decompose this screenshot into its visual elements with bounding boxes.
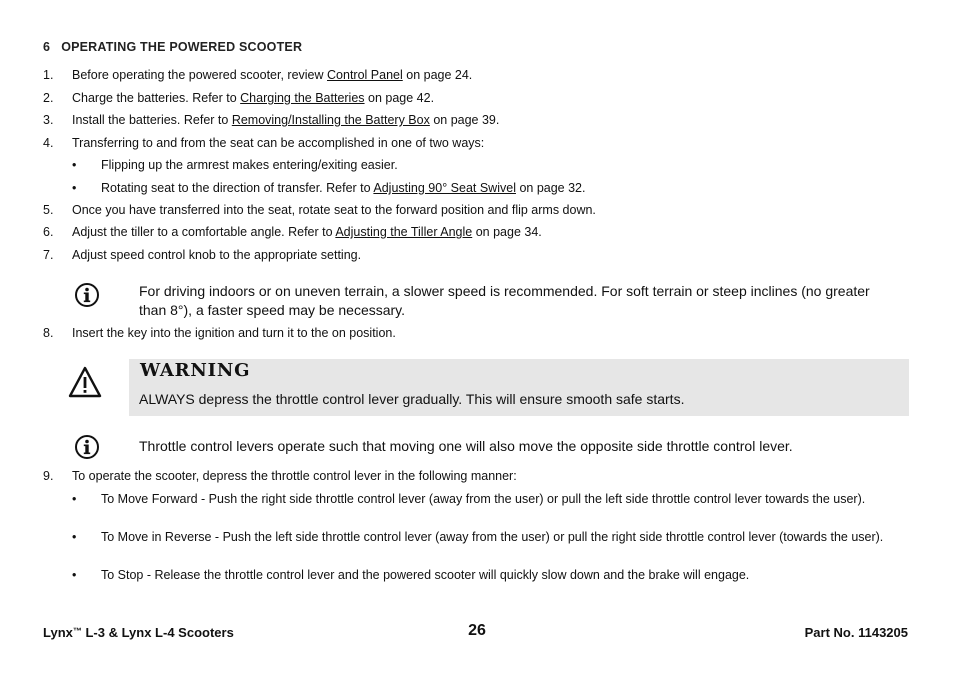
step-number: 7. xyxy=(43,248,54,262)
note-text: For driving indoors or on uneven terrain, a slower speed is recommended. For soft terrain or steep inclines (no greater than 8°), a faster speed may be necessary. xyxy=(139,283,870,318)
step-text: Adjust speed control knob to the appropriate setting. xyxy=(72,248,362,262)
section-title: OPERATING THE POWERED SCOOTER xyxy=(61,40,303,54)
warning-title: WARNING xyxy=(140,360,251,381)
bullet-icon: • xyxy=(72,492,77,506)
footer-product-name: Lynx™ L-3 & Lynx L-4 Scooters xyxy=(43,625,234,640)
warning-text: ALWAYS depress the throttle control lever gradually. This will ensure smooth safe starts. xyxy=(139,391,685,407)
step-number: 1. xyxy=(43,68,54,82)
manual-page: 6 OPERATING THE POWERED SCOOTER 1. Before operating the powered scooter, review Control Panel on page 24. 2. Charge the batteries. Refer to Charging the Batteries on page 42. 3. Install the batteries. Refer to Removing/Installing the Battery Box on page 39. 4. Transferring to and from the seat can be accomplished in one of two ways: • Flipping up the armrest makes entering/exiting easier. • Rotating seat to the direction of transfer. Refer to Adjusting 90° Seat Swivel on page 32. 5. Once you have transferred into the seat, rotate seat to the forward position and flip arms down. 6. Adjust the tiller to a comfortable angle. Refer to Adjusting the Tiller Angle on page 34. 7. Adjust speed control knob to the appropriate setting. For driving indoors or on uneven terrain, a slower speed is recommended. For soft terrain or steep inclines (no greater than 8°), a faster speed may be necessary. 8. Insert the key into the ignition and turn it to the on position. WARNING ALWAYS depress the throttle control lever gradually. This will ensure smooth safe starts. Throttle control levers operate such that moving one will also move the opposite side throttle control lever. 9. To operate the scooter, depress the throttle control lever in the following manner: • To Move Forward - Push the right side throttle control lever (away from the user) or pull the left side throttle control lever towards the user). • To Move in Reverse - Push the left side throttle control lever (away from the user) or pull the right side throttle control lever (towards the user). • To Stop - Release the throttle control lever and the powered scooter will quickly slow down and the brake will engage. Lynx™ L-3 & Lynx L-4 Scooters 26 Part No. 1143205 xyxy=(0,0,954,674)
step-text: Adjust the tiller to a comfortable angle. Refer to Adjusting the Tiller Angle on page 34. xyxy=(72,225,542,239)
step-text: Charge the batteries. Refer to Charging the Batteries on page 42. xyxy=(72,91,435,105)
link-seat-swivel[interactable]: Adjusting 90° Seat Swivel xyxy=(373,181,516,195)
page-number: 26 xyxy=(468,622,486,639)
step-text: Insert the key into the ignition and turn it to the on position. xyxy=(72,326,396,340)
step-number: 3. xyxy=(43,113,54,127)
link-control-panel[interactable]: Control Panel xyxy=(327,68,403,82)
footer-part-number: Part No. 1143205 xyxy=(804,625,908,640)
step-number: 4. xyxy=(43,136,54,150)
step-text: Once you have transferred into the seat, rotate seat to the forward position and flip arms down. xyxy=(72,203,596,217)
link-battery-box[interactable]: Removing/Installing the Battery Box xyxy=(231,113,430,127)
info-icon xyxy=(74,434,100,460)
warning-triangle-icon xyxy=(68,366,102,398)
info-icon xyxy=(74,282,100,308)
step-text: Transferring to and from the seat can be accomplished in one of two ways: xyxy=(72,136,485,150)
step-text: To operate the scooter, depress the throttle control lever in the following manner: xyxy=(72,469,517,483)
note-text: Throttle control levers operate such that moving one will also move the opposite side throttle control lever. xyxy=(139,438,793,454)
step-number: 6. xyxy=(43,225,54,239)
step-number: 8. xyxy=(43,326,54,340)
section-heading xyxy=(43,40,302,54)
bullet-icon: • xyxy=(72,181,77,195)
step-number: 9. xyxy=(43,469,54,483)
link-tiller-angle[interactable]: Adjusting the Tiller Angle xyxy=(335,225,473,239)
link-charging-batteries[interactable]: Charging the Batteries xyxy=(240,91,365,105)
bullet-icon: • xyxy=(72,530,77,544)
bullet-icon: • xyxy=(72,158,77,172)
step-number: 2. xyxy=(43,91,54,105)
step-number: 5. xyxy=(43,203,54,217)
section-number: 6 xyxy=(43,40,51,54)
bullet-icon: • xyxy=(72,568,77,582)
step-text: Before operating the powered scooter, review Control Panel on page 24. xyxy=(72,68,473,82)
step-text: Install the batteries. Refer to Removing/Installing the Battery Box on page 39. xyxy=(72,113,500,127)
warning-box xyxy=(129,359,909,416)
